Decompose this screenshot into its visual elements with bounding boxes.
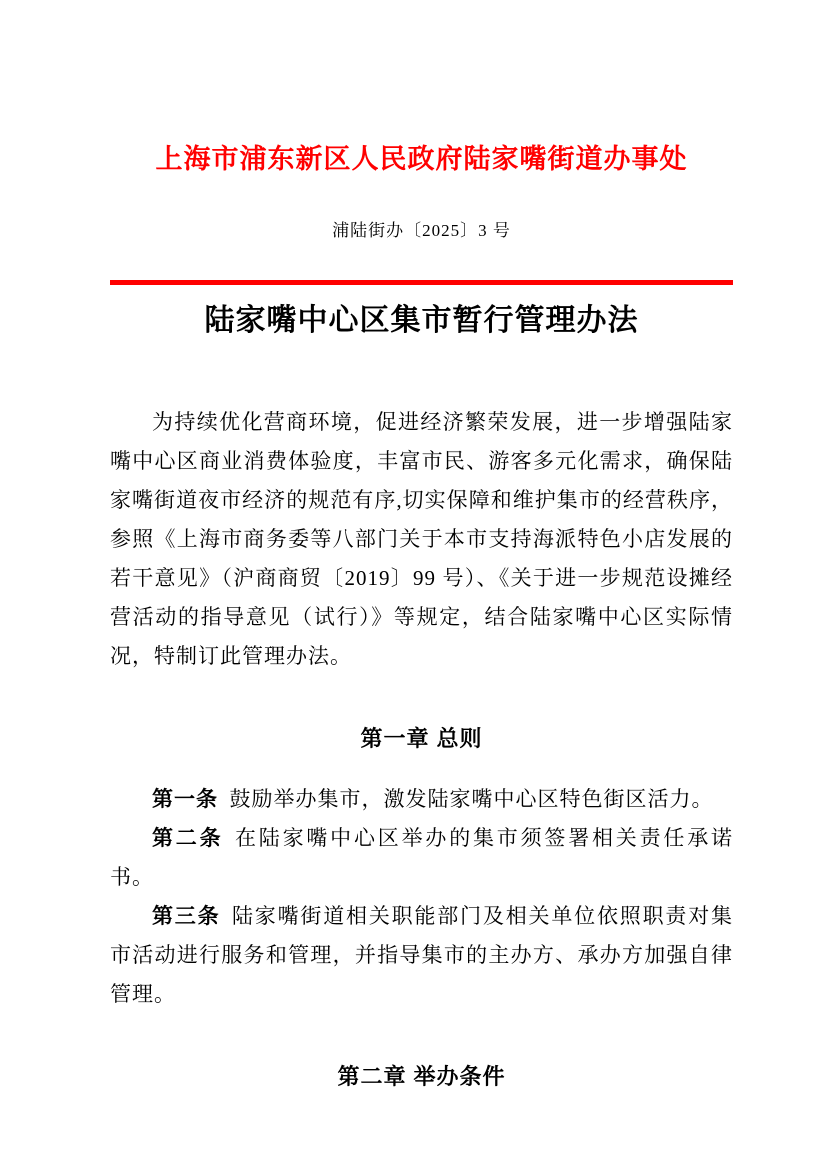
doc-number: 浦陆街办〔2025〕3 号 bbox=[332, 221, 511, 240]
article-1-text: 鼓励举办集市，激发陆家嘴中心区特色街区活力。 bbox=[229, 787, 714, 811]
letterhead-divider-line bbox=[110, 280, 733, 285]
article-3-text: 陆家嘴街道相关职能部门及相关单位依照职责对集市活动进行服务和管理，并指导集市的主办方、承办方加强自律管理。 bbox=[110, 904, 734, 1006]
document-title: 陆家嘴中心区集市暂行管理办法 bbox=[204, 304, 639, 337]
chapter-2-heading: 第二章 举办条件 bbox=[337, 1064, 506, 1089]
article-3-label: 第三条 bbox=[152, 904, 221, 928]
letterhead-org-title: 上海市浦东新区人民政府陆家嘴街道办事处 bbox=[155, 144, 688, 174]
article-3 bbox=[110, 897, 733, 1014]
chapter-1-heading: 第一章 总则 bbox=[360, 726, 483, 751]
article-2-label: 第二条 bbox=[152, 826, 224, 850]
article-2 bbox=[110, 819, 733, 897]
article-1 bbox=[110, 780, 733, 819]
article-2-text: 在陆家嘴中心区举办的集市须签署相关责任承诺书。 bbox=[110, 826, 734, 889]
intro-paragraph: 为持续优化营商环境，促进经济繁荣发展，进一步增强陆家嘴中心区商业消费体验度，丰富市民、游客多元化需求，确保陆家嘴街道夜市经济的规范有序,切实保障和维护集市的经营秩序，参照《上海市商务委等八部门关于本市支持海派特色小店发展的若干意见》（沪商商贸〔2019〕99 号）、《关于进一步规范设摊经营活动的指导意见（试行）》等规定，结合陆家嘴中心区实际情况，特制订此管理办法。 bbox=[110, 410, 733, 668]
article-1-label: 第一条 bbox=[152, 787, 218, 811]
